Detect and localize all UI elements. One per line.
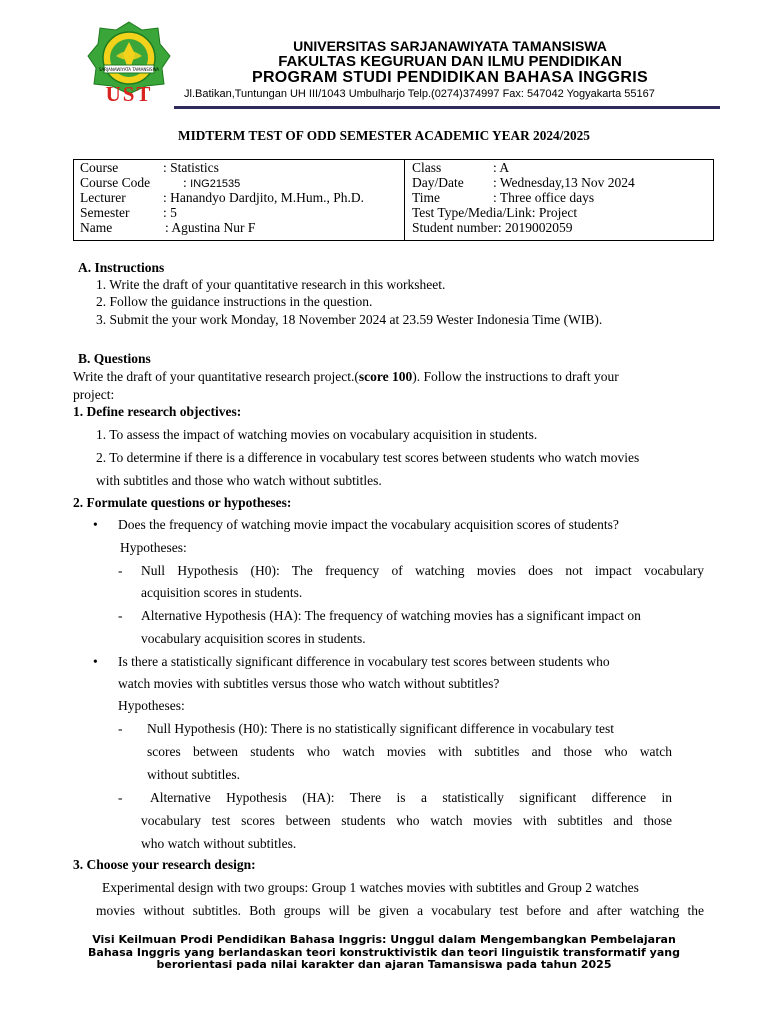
university-name: UNIVERSITAS SARJANAWIYATA TAMANSISWA <box>293 38 607 54</box>
q2-bullet2: Is there a statistically significant difference in vocabulary test scores between students who <box>118 654 610 669</box>
info-value: : A <box>493 160 510 175</box>
logo-banner-text: SARJANAWIYATA TAMANSISWA <box>98 67 160 72</box>
header-rule <box>174 106 720 109</box>
q3-line: movies without subtitles. Both groups will be given a vocabulary test before and after watching the <box>96 903 704 918</box>
h2-null-cont: without subtitles. <box>147 767 241 782</box>
footer-line: Visi Keilmuan Prodi Pendidikan Bahasa Inggris: Unggul dalam Mengembangkan Pembelajaran <box>92 933 676 946</box>
dash: - <box>118 608 123 623</box>
h2-alt-cont: vocabulary test scores between students who watch movies with subtitles and those <box>141 813 672 828</box>
q2-heading: 2. Formulate questions or hypotheses: <box>73 495 292 510</box>
h2-alt: Alternative Hypothesis (HA): There is a statistically significant difference in <box>150 790 672 805</box>
footer-line: berorientasi pada nilai karakter dan ajaran Tamansiswa pada tahun 2025 <box>156 958 612 971</box>
hypotheses-label: Hypotheses: <box>118 698 185 713</box>
info-label: Course Code <box>80 175 151 190</box>
bullet-icon: • <box>93 654 98 669</box>
info-value: : Hanandyo Dardjito, M.Hum., Ph.D. <box>163 190 364 205</box>
info-value: : 5 <box>163 205 177 220</box>
q1-heading: 1. Define research objectives: <box>73 404 242 419</box>
info-value: : Wednesday,13 Nov 2024 <box>493 175 635 190</box>
info-label: Test Type/Media/Link: Project <box>412 205 578 220</box>
intro-text: Write the draft of your quantitative research project.( <box>73 369 359 384</box>
info-label: Class <box>412 160 442 175</box>
h1-null: Null Hypothesis (H0): The frequency of watching movies does not impact vocabulary <box>141 563 704 578</box>
page-title: MIDTERM TEST OF ODD SEMESTER ACADEMIC YEAR 2024/2025 <box>178 128 590 143</box>
course-code: ING21535 <box>190 178 241 190</box>
questions-intro-cont: project: <box>73 387 115 402</box>
h2-null-cont: scores between students who watch movies with subtitles and those who watch <box>147 744 672 759</box>
footer-vision <box>60 934 708 972</box>
instructions-heading: A. Instructions <box>78 260 165 275</box>
h2-alt-cont: who watch without subtitles. <box>141 836 297 851</box>
info-label: Student number: 2019002059 <box>412 220 573 235</box>
q2-bullet2-cont: watch movies with subtitles versus those who watch without subtitles? <box>118 676 500 691</box>
questions-intro <box>73 369 619 385</box>
info-label: Lecturer <box>80 190 126 205</box>
q1-line: with subtitles and those who watch without subtitles. <box>96 473 382 488</box>
info-label: Course <box>80 160 119 175</box>
q3-line: Experimental design with two groups: Group 1 watches movies with subtitles and Group 2 watches <box>102 880 639 895</box>
dash: - <box>118 563 123 578</box>
instruction-item: 3. Submit the your work Monday, 18 November 2024 at 23.59 Wester Indonesia Time (WIB). <box>96 312 603 327</box>
questions-heading: B. Questions <box>78 351 151 366</box>
h1-alt-cont: vocabulary acquisition scores in students. <box>141 631 366 646</box>
q2-bullet1: Does the frequency of watching movie impact the vocabulary acquisition scores of students? <box>118 517 619 532</box>
info-value: : Three office days <box>493 190 595 205</box>
score-text: score 100 <box>358 369 413 384</box>
info-box-divider <box>404 159 405 241</box>
instruction-item: 1. Write the draft of your quantitative research in this worksheet. <box>96 277 446 292</box>
address: Jl.Batikan,Tuntungan UH III/1043 Umbulharjo Telp.(0274)374997 Fax: 547042 Yogyakarta 55167 <box>184 88 655 100</box>
bullet-icon: • <box>93 517 98 532</box>
intro-text: ). Follow the instructions to draft your <box>412 369 619 384</box>
info-value: : Statistics <box>163 160 219 175</box>
instruction-item: 2. Follow the guidance instructions in the question. <box>96 294 373 309</box>
info-value: : ING21535 <box>183 175 241 190</box>
program-name: PROGRAM STUDI PENDIDIKAN BAHASA INGGRIS <box>251 69 648 86</box>
h2-null: Null Hypothesis (H0): There is no statistically significant difference in vocabulary test <box>147 721 615 736</box>
footer-line: Bahasa Inggris yang berlandaskan teori konstruktivistik dan teori linguistik transformatif yang <box>88 945 680 959</box>
h1-null-cont: acquisition scores in students. <box>141 585 303 600</box>
info-label: Day/Date <box>412 175 464 190</box>
info-label: Semester <box>80 205 130 220</box>
q1-line: 1. To assess the impact of watching movies on vocabulary acquisition in students. <box>96 427 538 442</box>
logo-text: UST <box>105 82 153 106</box>
dash: - <box>118 790 123 805</box>
hypotheses-label: Hypotheses: <box>120 540 187 555</box>
dash: - <box>118 721 123 736</box>
faculty-name: FAKULTAS KEGURUAN DAN ILMU PENDIDIKAN <box>278 53 622 70</box>
info-label: Time <box>412 190 441 205</box>
info-value: : Agustina Nur F <box>165 220 256 235</box>
university-logo <box>84 20 174 108</box>
q1-line: 2. To determine if there is a difference in vocabulary test scores between students who watch movies <box>96 450 640 465</box>
info-label: Name <box>80 220 113 235</box>
h1-alt: Alternative Hypothesis (HA): The frequency of watching movies has a significant impact on <box>141 608 641 623</box>
q3-heading: 3. Choose your research design: <box>73 857 256 872</box>
